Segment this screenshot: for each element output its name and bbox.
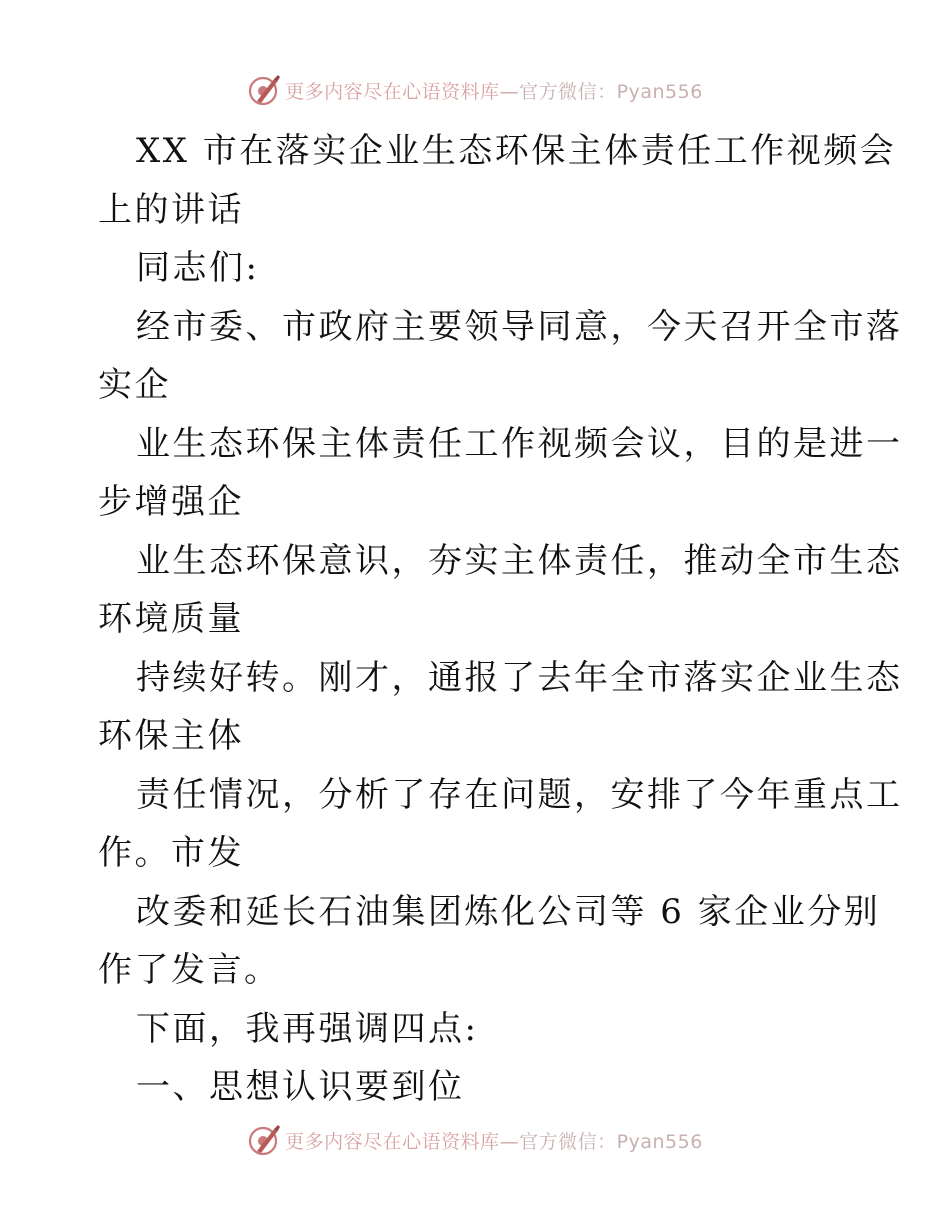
watermark-dash: — bbox=[499, 80, 520, 103]
watermark-wechat: 官方微信：Pyan556 bbox=[519, 80, 703, 103]
document-line: 业生态环保意识，夯实主体责任，推动全市生态 bbox=[136, 540, 903, 581]
watermark-main: 更多内容尽在心语资料库 bbox=[285, 1130, 500, 1153]
document-line: 一、思想认识要到位 bbox=[136, 1067, 465, 1107]
document-line: 经市委、市政府主要领导同意，今天召开全市落 bbox=[136, 306, 903, 347]
document-line: 上的讲话 bbox=[98, 189, 244, 230]
document-line: 环保主体 bbox=[98, 716, 244, 756]
document-line: XX 市在落实企业生态环保主体责任工作视频会 bbox=[136, 131, 897, 171]
document-line: 责任情况，分析了存在问题，安排了今年重点工 bbox=[136, 774, 903, 815]
document-line: 步增强企 bbox=[98, 482, 244, 522]
document-body bbox=[98, 122, 903, 1117]
header-watermark-banner bbox=[0, 70, 950, 110]
brush-logo-icon bbox=[247, 73, 281, 107]
document-line: 持续好转。刚才，通报了去年全市落实企业生态 bbox=[136, 657, 903, 698]
document-line: 环境质量 bbox=[98, 599, 244, 639]
document-line: 实企 bbox=[98, 365, 171, 405]
watermark-text bbox=[285, 77, 703, 104]
document-line: 业生态环保主体责任工作视频会议，目的是进一 bbox=[136, 423, 903, 464]
watermark-main: 更多内容尽在心语资料库 bbox=[285, 80, 500, 103]
document-line: 下面，我再强调四点: bbox=[136, 1008, 479, 1049]
document-line: 作了发言。 bbox=[98, 950, 281, 990]
watermark-dash: — bbox=[499, 1130, 520, 1153]
document-line: 改委和延长石油集团炼化公司等 6 家企业分别 bbox=[136, 891, 881, 932]
brush-logo-icon bbox=[247, 1123, 281, 1157]
footer-watermark-banner bbox=[0, 1120, 950, 1160]
document-line: 同志们: bbox=[136, 248, 260, 288]
watermark-wechat: 官方微信：Pyan556 bbox=[519, 1130, 703, 1153]
document-line: 作。市发 bbox=[98, 833, 244, 873]
watermark-text bbox=[285, 1127, 703, 1154]
